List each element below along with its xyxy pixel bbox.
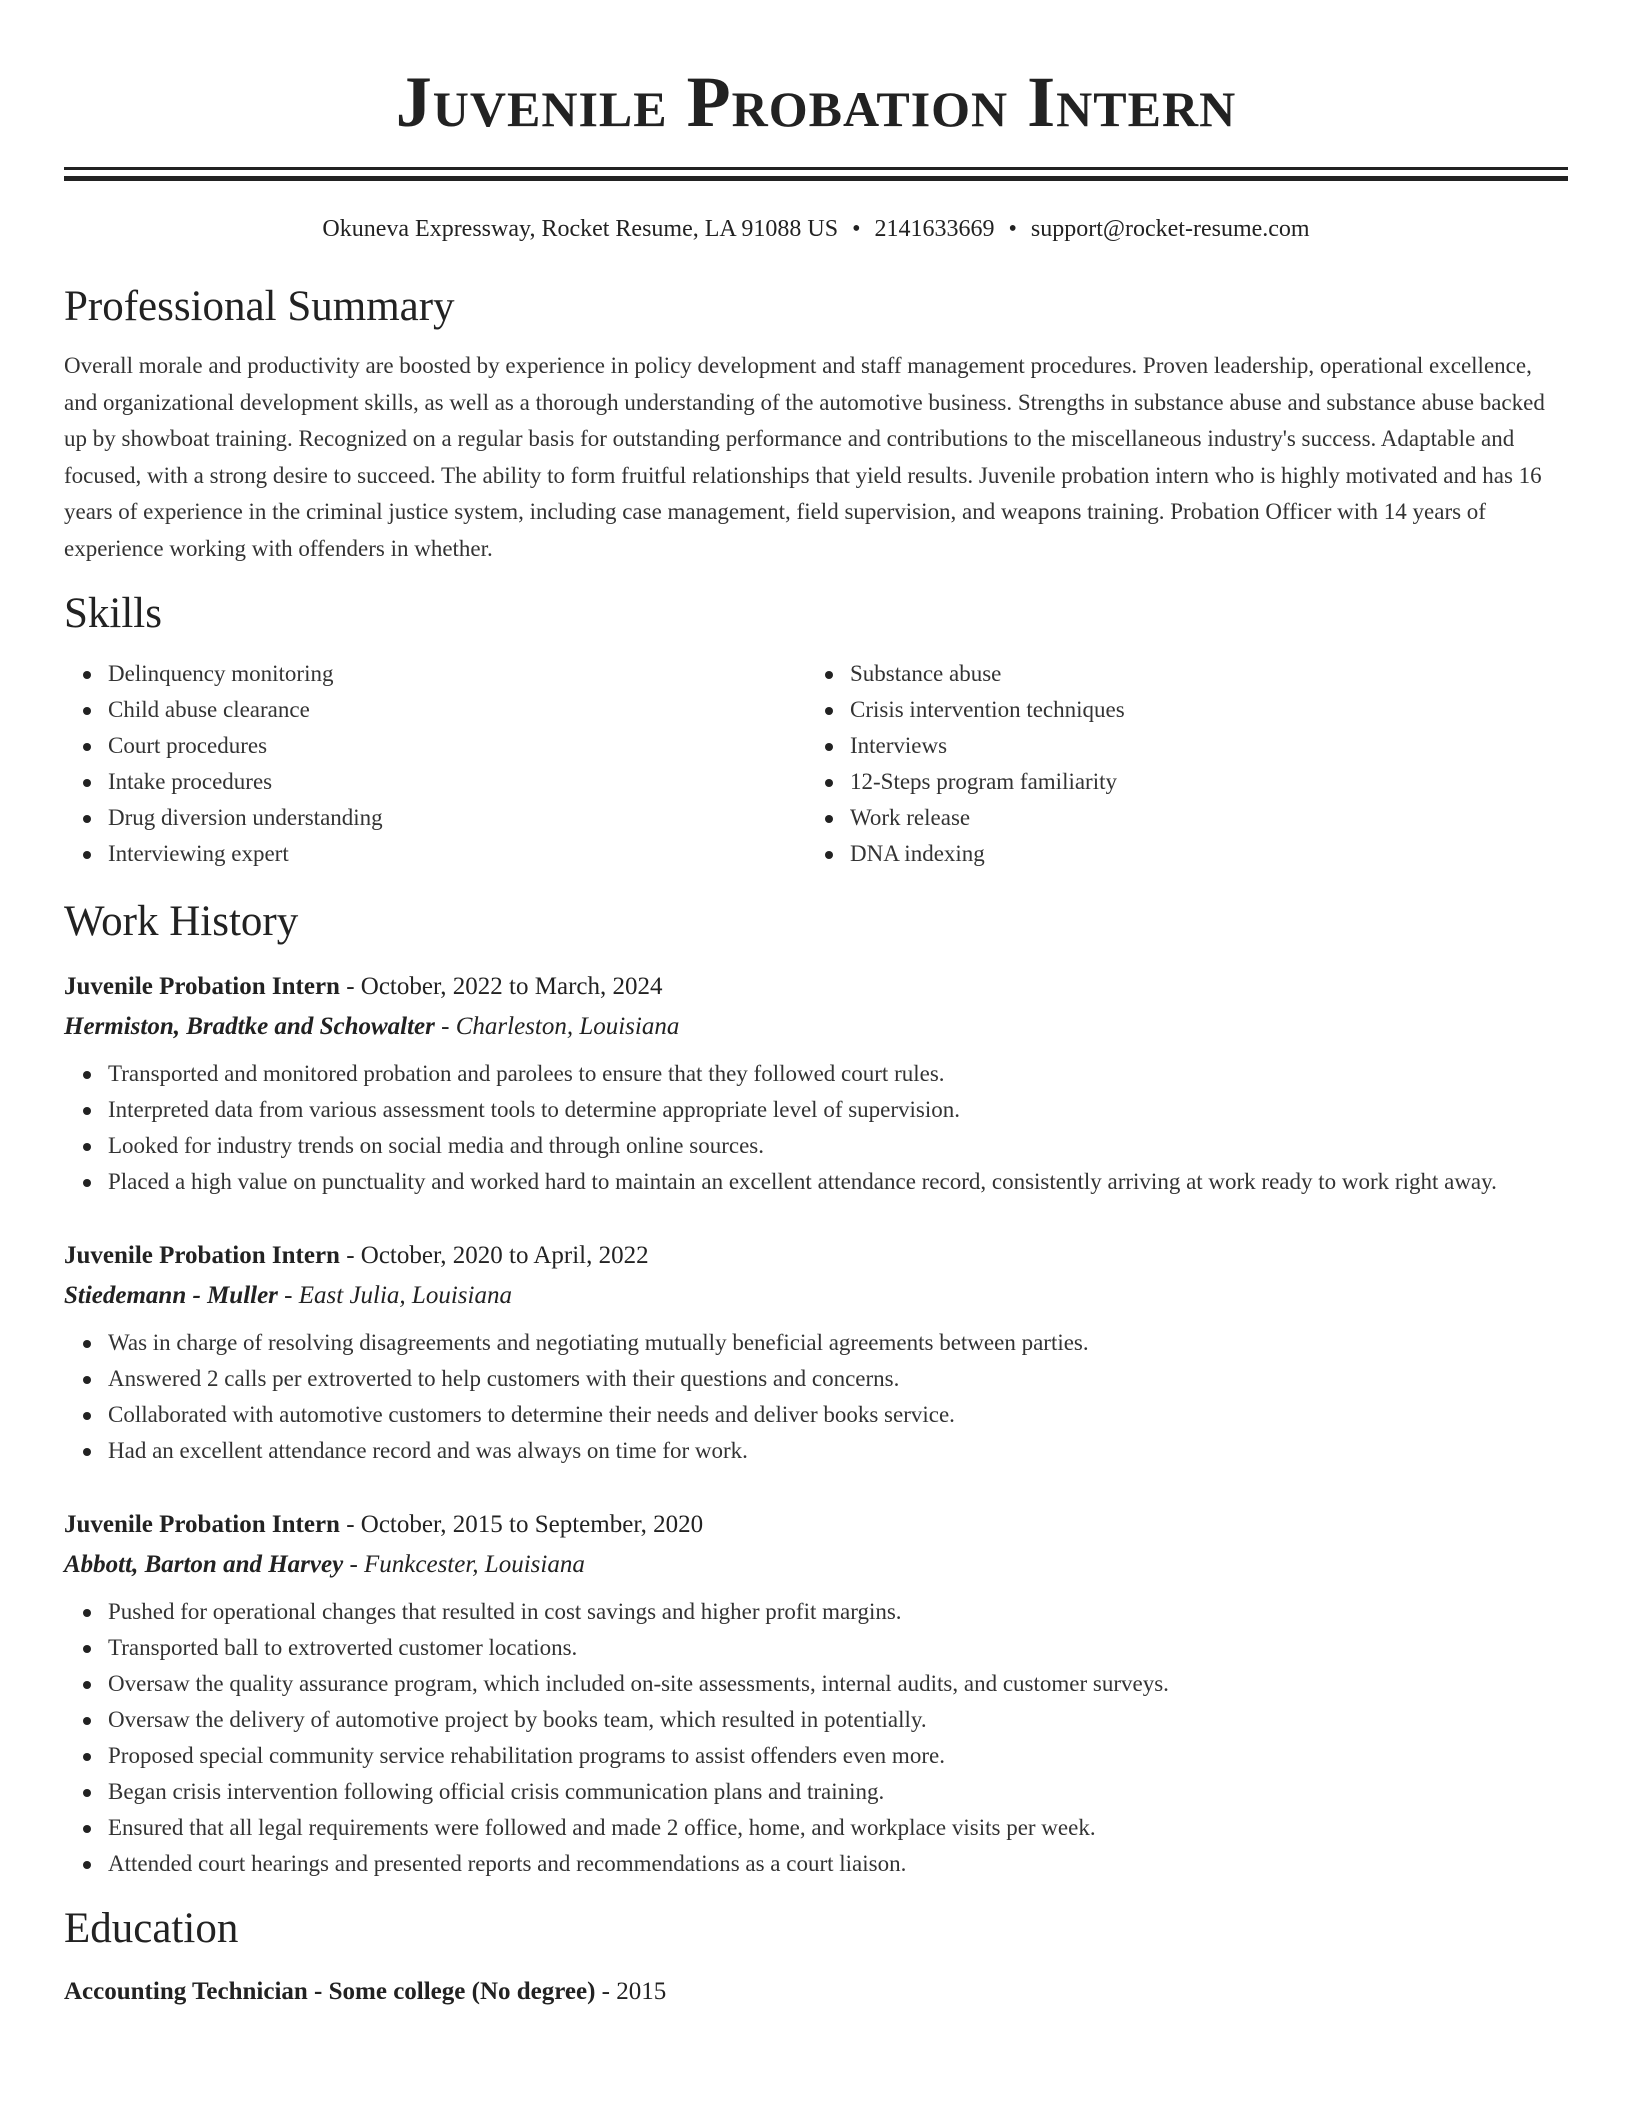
skill-item: Crisis intervention techniques (850, 692, 1566, 728)
job-duty-item: Attended court hearings and presented reports and recommendations as a court liaison. (108, 1846, 1568, 1882)
company-location: - Charleston, Louisiana (434, 1013, 680, 1040)
skill-item: Interviews (850, 728, 1566, 764)
job-duty-item: Looked for industry trends on social media and through online sources. (108, 1128, 1568, 1164)
skill-item: Interviewing expert (108, 836, 806, 872)
education-degree: Accounting Technician - Some college (No degree) (64, 1978, 596, 2005)
job-dates: - October, 2015 to September, 2020 (339, 1511, 704, 1538)
skill-item: Intake procedures (108, 764, 806, 800)
job-entry (64, 1510, 1568, 1882)
job-duty-item: Oversaw the quality assurance program, which included on-site assessments, internal audits, and customer surveys. (108, 1666, 1568, 1702)
contact-separator: • (852, 216, 861, 242)
skill-item: DNA indexing (850, 836, 1566, 872)
header-rule-thick (64, 176, 1568, 181)
work-history-section-title: Work History (64, 898, 299, 945)
contact-phone: 2141633669 (874, 216, 995, 242)
job-duty-item: Answered 2 calls per extroverted to help customers with their questions and concerns. (108, 1361, 1568, 1397)
skill-item: 12-Steps program familiarity (850, 764, 1566, 800)
education-entry (64, 1977, 1568, 2007)
company-name: Stiedemann - Muller (64, 1282, 278, 1309)
company-location: - Funkcester, Louisiana (343, 1551, 585, 1578)
job-duty-item: Transported and monitored probation and parolees to ensure that they followed court rules. (108, 1056, 1568, 1092)
contact-separator: • (1008, 216, 1017, 242)
job-title-line (64, 1510, 1568, 1540)
job-title-line (64, 1241, 1568, 1271)
skills-column-right (806, 656, 1566, 872)
skill-item: Court procedures (108, 728, 806, 764)
job-dates: - October, 2020 to April, 2022 (339, 1242, 649, 1269)
job-dates: - October, 2022 to March, 2024 (339, 973, 663, 1000)
skill-item: Delinquency monitoring (108, 656, 806, 692)
job-title-line (64, 972, 1568, 1002)
company-name: Abbott, Barton and Harvey (64, 1551, 344, 1578)
job-title: Juvenile Probation Intern (64, 973, 340, 1000)
skills-list (64, 656, 1568, 872)
skills-section-title: Skills (64, 590, 162, 637)
company-line (64, 1281, 1568, 1311)
company-line (64, 1550, 1568, 1580)
job-entry (64, 972, 1568, 1200)
resume-name-heading: Juvenile Probation Intern (395, 62, 1237, 142)
contact-address: Okuneva Expressway, Rocket Resume, LA 91088 US (322, 216, 839, 242)
contact-email: support@rocket-resume.com (1030, 216, 1310, 242)
job-duty-item: Had an excellent attendance record and was always on time for work. (108, 1433, 1568, 1469)
job-title: Juvenile Probation Intern (64, 1511, 340, 1538)
skill-item: Child abuse clearance (108, 692, 806, 728)
job-title: Juvenile Probation Intern (64, 1242, 340, 1269)
job-duty-item: Proposed special community service rehabilitation programs to assist offenders even more. (108, 1738, 1568, 1774)
company-line (64, 1012, 1568, 1042)
job-duty-item: Oversaw the delivery of automotive project by books team, which resulted in potentially. (108, 1702, 1568, 1738)
job-duty-item: Interpreted data from various assessment tools to determine appropriate level of supervision. (108, 1092, 1568, 1128)
header-rule-thin (64, 167, 1568, 170)
company-location: - East Julia, Louisiana (277, 1282, 512, 1309)
job-duty-item: Collaborated with automotive customers to determine their needs and deliver books service. (108, 1397, 1568, 1433)
job-duty-item: Placed a high value on punctuality and worked hard to maintain an excellent attendance record, consistently arriving at work ready to work right away. (108, 1164, 1568, 1200)
job-duty-item: Began crisis intervention following official crisis communication plans and training. (108, 1774, 1568, 1810)
job-duty-item: Pushed for operational changes that resulted in cost savings and higher profit margins. (108, 1594, 1568, 1630)
summary-text: Overall morale and productivity are boosted by experience in policy development and staff management procedures. Proven leadership, operational excellence, and organizational development skills, as well as a thorough understanding of the automotive business. Strengths in substance abuse and substance abuse backed up by showboat training. Recognized on a regular basis for outstanding performance and contributions to the miscellaneous industry's success. Adaptable and focused, with a strong desire to succeed. The ability to form fruitful relationships that yield results. Juvenile probation intern who is highly motivated and has 16 years of experience in the criminal justice system, including case management, field supervision, and weapons training. Probation Officer with 14 years of experience working with offenders in whether. (64, 353, 1545, 561)
summary-section-title: Professional Summary (64, 283, 455, 330)
education-section-title: Education (64, 1905, 239, 1952)
job-duty-item: Was in charge of resolving disagreements and negotiating mutually beneficial agreements between parties. (108, 1325, 1568, 1361)
job-entry (64, 1241, 1568, 1469)
education-year: - 2015 (595, 1978, 667, 2005)
skill-item: Drug diversion understanding (108, 800, 806, 836)
job-duties-list (64, 1056, 1568, 1200)
company-name: Hermiston, Bradtke and Schowalter (64, 1013, 435, 1040)
skill-item: Work release (850, 800, 1566, 836)
job-duties-list (64, 1325, 1568, 1469)
job-duties-list (64, 1594, 1568, 1882)
job-duty-item: Transported ball to extroverted customer locations. (108, 1630, 1568, 1666)
skills-column-left (64, 656, 806, 872)
job-duty-item: Ensured that all legal requirements were followed and made 2 office, home, and workplace visits per week. (108, 1810, 1568, 1846)
contact-line (64, 214, 1568, 244)
skill-item: Substance abuse (850, 656, 1566, 692)
